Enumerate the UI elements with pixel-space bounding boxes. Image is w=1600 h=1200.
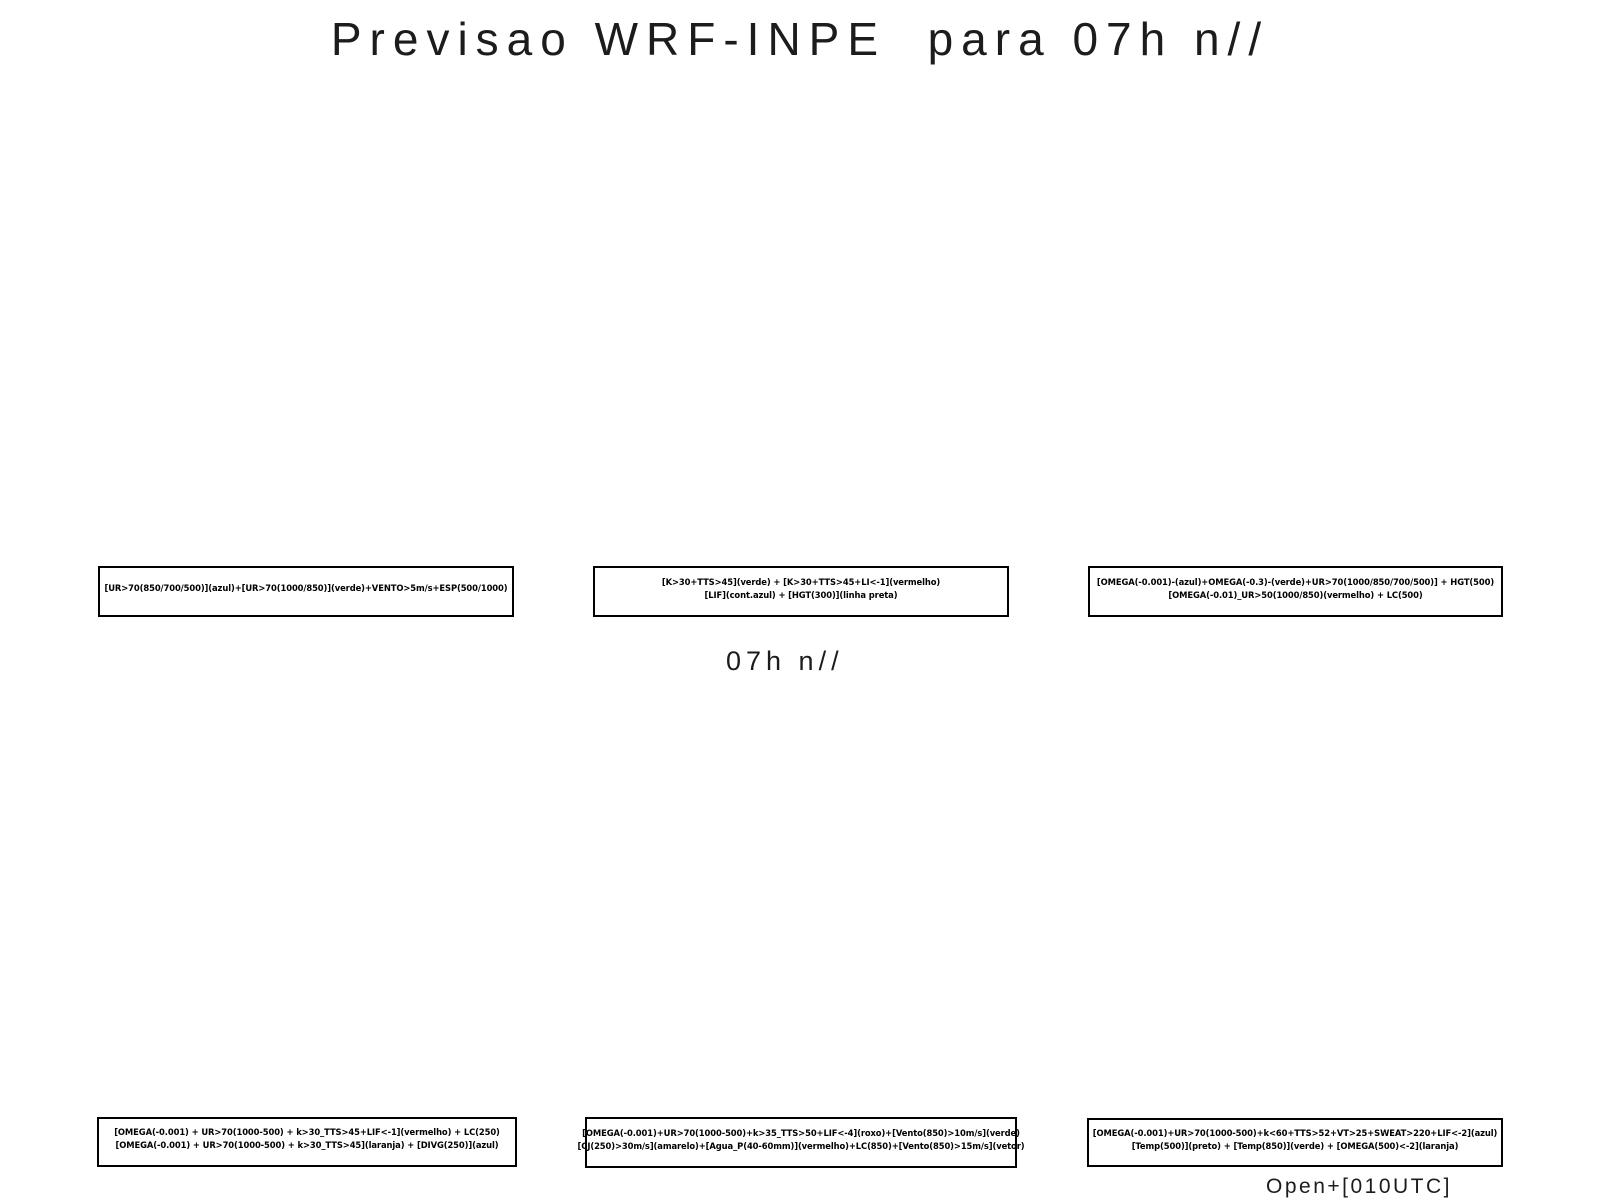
- legend-line: [K>30+TTS>45](verde) + [K>30+TTS>45+LI<-1](vermelho): [661, 576, 941, 587]
- footer-run-label: Open+[010UTC]: [1266, 1175, 1453, 1198]
- middle-time-label: 07h n//: [726, 646, 844, 676]
- legend-box-bottom-right: [1087, 1118, 1503, 1167]
- legend-line: [OMEGA(-0.001) + UR>70(1000-500) + k>30_TTS>45+LIF<-1](vermelho) + LC(250): [114, 1127, 500, 1137]
- legend-line: [OMEGA(-0.001)-(azul)+OMEGA(-0.3)-(verde)+UR>70(1000/850/700/500)] + HGT(500): [1096, 576, 1495, 587]
- legend-line: [OMEGA(-0.001)+UR>70(1000-500)+k<60+TTS>52+VT>25+SWEAT>220+LIF<-2](azul): [1092, 1127, 1498, 1138]
- legend-box-top-left: [98, 566, 514, 617]
- legend-line: [LIF](cont.azul) + [HGT(300)](linha preta): [704, 589, 898, 600]
- legend-box-top-middle: [593, 566, 1009, 617]
- legend-line: [Temp(500)](preto) + [Temp(850)](verde) + [OMEGA(500)<-2](laranja): [1131, 1140, 1459, 1151]
- legend-line: [UR>70(850/700/500)](azul)+[UR>70(1000/850)](verde)+VENTO>5m/s+ESP(500/1000): [104, 583, 508, 593]
- legend-box-bottom-left: [97, 1117, 517, 1167]
- legend-line: [CJ(250)>30m/s](amarelo)+[Agua_P(40-60mm)](vermelho)+LC(850)+[Vento(850)>15m/s](vetor): [577, 1140, 1025, 1151]
- legend-box-top-right: [1088, 566, 1503, 617]
- legend-line: [OMEGA(-0.001) + UR>70(1000-500) + k>30_TTS>45](laranja) + [DIVG(250)](azul): [115, 1140, 499, 1150]
- page-title: Previsao WRF-INPE para 07h n//: [330, 13, 1270, 65]
- legend-line: [OMEGA(-0.01)_UR>50(1000/850)(vermelho) + LC(500): [1168, 589, 1423, 600]
- legend-line: [OMEGA(-0.001)+UR>70(1000-500)+k>35_TTS>50+LIF<-4](roxo)+[Vento(850)>10m/s](verde): [582, 1127, 1020, 1138]
- legend-box-bottom-middle: [577, 1117, 1025, 1168]
